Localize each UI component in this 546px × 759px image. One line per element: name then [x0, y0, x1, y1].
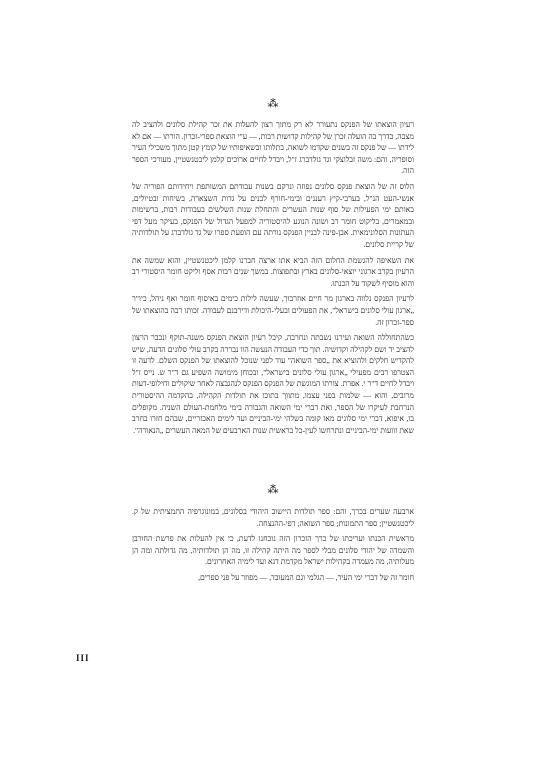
paragraph: לרעיון הפנקס נלווה בארגון מר חיים אוזרבוך, שעשה לילות כימים באיסוף חומר ואף ניהל, כיו"ר „ארגון עולי סלונים בישראל", את הפעולים ובעלי-היכולת ודירבנם לעבודה. זכותו רבה בהוצאתו של ספר-זכרון זה.: [132, 294, 414, 327]
section-ornament-top: ⁂: [267, 97, 279, 110]
paragraph: מראשית הכנתו ועריכתו של כרך הזכרון הזה נוכחנו לדעת, כי אין להעלות את פרשת החורבן והשמדה של יהודי סלונים מבלי לספר מה היתה קהילה זו, מה הן תולדותיה, מה גדולתה ומה הן מעלותיה, מה מעמדה בקהילות ישראל מקדמת דנא ועד לימיה האחרונים.: [132, 534, 414, 567]
paragraph: את השאיפה להגשמת החלום הזה הביא אתו ארצה חברנו קלמן ליכטנשטיין, והוא שמשה את הרעיון בקרב ארגוני יוצאי-סלונים בארץ ובתפוצות. במשך שנים רבות אסף וליקט חומר היסטורי רב והוא מוסיף לשקוד על הכנתו.: [132, 255, 414, 288]
paragraph: רעיון הוצאתו של הפנקס נתעורר לא רק מתוך רצון להעלות את זכר קהילת סלונים ולהציב לה מצבה, כדרך בה הועלה זכרן של קהילות קדושות רבות, — ע"י הוצאת ספרי-זכרון. הורתו — אם לא לידתו — של פנקס זה בשנים שקדמו לשואה, בתלותו ובשאיפותיו של קומץ קטן מתוך משכילי העיר וסופריה, והם: משה זבלוצקי וגד גולדברג ז"ל, ויבדל לחיים ארוכים קלמן ליכטנשטיין, מעורכי הספר הזה.: [131, 120, 414, 176]
foreword-section-2: [132, 506, 414, 588]
paragraph: חומר זה של דברי ימי העיר, — הגלמי וגם המעובד, — מפוזר על פני ספרים,: [198, 572, 414, 582]
page-number: III: [76, 653, 90, 663]
foreword-section-1: [132, 119, 414, 440]
section-ornament-middle: ⁂: [267, 483, 279, 496]
paragraph: הלוס זה של הוצאת פנקס סלונים נפוזה ונרקם בשנות עבודתם המשותפת ויחידותם הפוריה של אנשי-העט הנ"ל, בערבי-קיץ רעננים ובימי-חורף לבנים על גדות השצארה, בשיחות ובטיולים, באותם ימי הפעילות של סוף שנות העשרים והתחלת שנות השלשים בעבודות רבות, ברשימות ובמאמרים, בליקוט חומר רב ושונה הנוגע להיסטוריה למפעל הגדול של הפנקס, בעיקר מעל דפי העתונות הסלונימאית. אבן-פינה לבניין הפנקס נורתה עם הופעת ספרו של גד גולדברג על תולדותיה של קריית סלונים.: [132, 181, 414, 249]
paragraph: ארבעה שערים בכרך, והם: ספר תולדות היישוב היהודי בסלונים, במונוגרפיה התמציתית של ק. ליכטנשטיין; ספר התמונות; ספר השואה; דפי-ההנצחה.: [132, 507, 414, 528]
paragraph: כשהתחוללה השואה ועירנו נשבתה ונחרבה, קיבל רעיון הוצאת הפנקס משנה-תוקף ונכבר הרצון להציב יד ושם לקהילה וקדושיה. תוך כדי העבודה הנעשה הוו נבררה בקרב עולי סלונים הדעה, שיש להקדיש חלקים ולהוציא את „ספר השואה" עוד לפני שנוכל להוצאתו של הפנקס השלם. לדעה זו הצטרפו רבים מפעילי „ארגון עולי סלונים בישראל", ובכוחן מימושה השפיע גם ד"ר ש. נייס ז"ל ויבדל לחיים ד"ר י. אפרת. צורתו המוגשת של הפנקס הפנקס לנהגבצה לאחר שיקולים וחילופי-דעות מרובים, והוא — שלמות בפני עצמו, מתווך בתוכו את תולדות הקהילה, בהקדמה ההיסטורית הנרחבת לעיקרו של הספר, ואת דברי ימי השואה והגבורה בימי מלחמת-העולם השניה. מקופלים בו, איפוא, דברי ימי סלונים מאז קומה בשלהי ימי-הביניים ועד לימים האכזריים, שבהם חזרו בחרב שאת זוועות ימי-הביניים ונתרחשו לעין-כל בראשית שנות הארבעים של המאה העשרים „הנאורה".: [132, 333, 414, 435]
